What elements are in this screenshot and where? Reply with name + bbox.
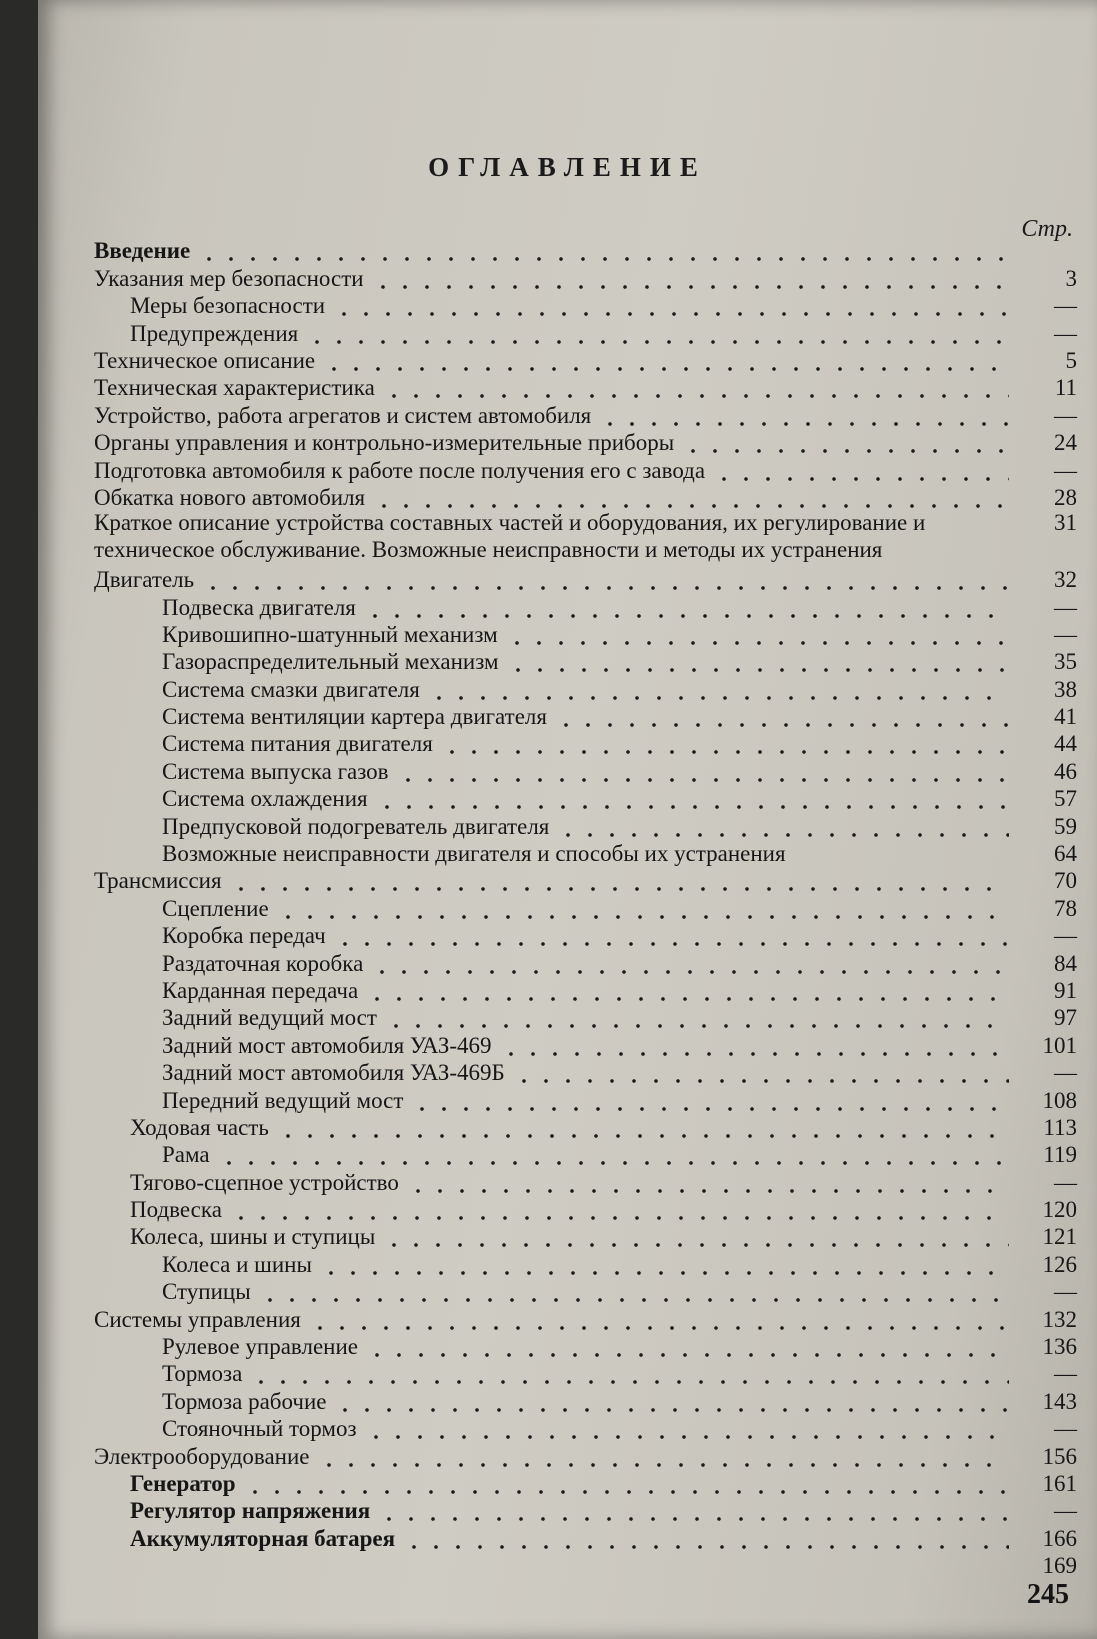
- toc-entry: [38, 673, 1097, 700]
- toc-entry-page: 3: [1065, 265, 1077, 291]
- toc-entry: [38, 728, 1097, 755]
- toc-entry-title: Система охлаждения: [162, 786, 368, 812]
- toc-entry: [38, 810, 1097, 837]
- toc-entry-page: —: [1054, 293, 1077, 319]
- toc-entry-title: Подготовка автомобиля к работе после получения его с завода: [94, 457, 706, 483]
- toc-entry-title: Подвеска двигателя: [162, 594, 356, 620]
- dot-leader: [403, 1544, 1009, 1550]
- toc-entry-title: Система питания двигателя: [162, 731, 433, 757]
- toc-entry-page: —: [1054, 320, 1077, 346]
- dot-leader: [385, 1023, 1009, 1029]
- toc-entry: [38, 838, 1097, 865]
- toc-entry-page: 28: [1054, 484, 1077, 510]
- toc-entry-title: Тягово-сцепное устройство: [130, 1169, 399, 1195]
- toc-entry-page: 70: [1054, 868, 1077, 894]
- toc-entry-page: —: [1054, 402, 1077, 428]
- dot-leader: [599, 421, 1009, 427]
- toc-entry-title: Система вентиляции картера двигателя: [162, 704, 547, 730]
- toc-entry: [38, 1166, 1097, 1193]
- toc-entry: [38, 755, 1097, 782]
- toc-entry-page: 78: [1054, 895, 1077, 921]
- toc-entry-title: Электрооборудование: [94, 1443, 310, 1469]
- toc-entry: [38, 1522, 1097, 1549]
- toc-entry-page: —: [1054, 1060, 1077, 1086]
- dot-leader: [230, 1215, 1009, 1221]
- toc-entry-page: 35: [1054, 649, 1077, 675]
- page-column-label: Стр.: [1021, 216, 1073, 242]
- toc-entry-title: Тормоза: [162, 1361, 243, 1387]
- toc-entry-title: Ступицы: [162, 1279, 251, 1305]
- toc-entry: [38, 701, 1097, 728]
- toc-entry: [38, 920, 1097, 947]
- toc-entry-page: 108: [1042, 1087, 1077, 1113]
- toc-entry: [38, 1358, 1097, 1385]
- dot-leader: [366, 996, 1009, 1002]
- toc-entry-title: Сцепление: [162, 895, 269, 921]
- dot-leader: [323, 366, 1009, 372]
- dot-leader: [411, 1106, 1009, 1112]
- dot-leader: [713, 476, 1009, 482]
- toc-entry-title: Задний ведущий мост: [162, 1005, 377, 1031]
- toc-entry-page: 46: [1054, 758, 1077, 784]
- toc-entry-page: 101: [1042, 1032, 1077, 1058]
- dot-leader: [383, 393, 1009, 399]
- toc-entry: [38, 509, 1097, 564]
- toc-entry-page: —: [1054, 457, 1077, 483]
- toc-entry-title: Кривошипно-шатунный механизм: [162, 621, 498, 647]
- toc-entry-title: Введение: [94, 238, 191, 264]
- toc-entry: [38, 564, 1097, 591]
- dot-leader: [259, 1297, 1009, 1303]
- table-of-contents: [38, 235, 1097, 1577]
- toc-entry-title: Стояночный тормоз: [162, 1416, 357, 1442]
- toc-entry-page: 84: [1054, 950, 1077, 976]
- dot-leader: [334, 941, 1009, 947]
- dot-leader: [364, 613, 1009, 619]
- dot-leader: [555, 722, 1009, 728]
- dot-leader: [682, 448, 1009, 454]
- toc-entry-page: —: [1054, 1169, 1077, 1195]
- toc-entry-page: 24: [1054, 430, 1077, 456]
- toc-entry: [38, 482, 1097, 509]
- dot-leader: [371, 969, 1009, 975]
- toc-entry-title: Двигатель: [94, 567, 195, 593]
- dot-leader: [557, 832, 1009, 838]
- toc-entry: [38, 646, 1097, 673]
- toc-entry: [38, 947, 1097, 974]
- toc-entry: [38, 399, 1097, 426]
- toc-entry: [38, 1057, 1097, 1084]
- dot-leader: [334, 1407, 1009, 1413]
- toc-entry: [38, 1084, 1097, 1111]
- toc-entry-page: 169: [1042, 1553, 1077, 1579]
- dot-leader: [366, 1352, 1009, 1358]
- toc-entry-page: —: [1054, 1361, 1077, 1387]
- page-title: ОГЛАВЛЕНИЕ: [428, 152, 707, 182]
- toc-entry-title: Колеса, шины и ступицы: [130, 1224, 376, 1250]
- dot-leader: [383, 1242, 1009, 1248]
- toc-entry-page: 120: [1042, 1197, 1077, 1223]
- toc-entry-title: Коробка передач: [162, 923, 326, 949]
- toc-entry: [38, 345, 1097, 372]
- dot-leader: [198, 256, 1009, 262]
- toc-entry-title: Система смазки двигателя: [162, 676, 420, 702]
- toc-entry-page: —: [1054, 1279, 1077, 1305]
- toc-entry-page: 113: [1043, 1114, 1077, 1140]
- toc-entry-title: Меры безопасности: [130, 293, 326, 319]
- toc-entry-page: —: [1054, 594, 1077, 620]
- toc-entry: [38, 1248, 1097, 1275]
- toc-entry-title: Техническое описание: [94, 347, 316, 373]
- dot-leader: [250, 1379, 1009, 1385]
- toc-entry-title: Краткое описание устройства составных частей и оборудования, их регулирование и техническое обслуживание. Возможные неисправности и методы их устранения: [94, 509, 926, 563]
- dot-leader: [507, 667, 1009, 673]
- dot-leader: [244, 1489, 1009, 1495]
- toc-entry-title: Устройство, работа агрегатов и систем автомобиля: [94, 402, 592, 428]
- toc-entry-page: —: [1054, 1498, 1077, 1524]
- toc-entry-title: Задний мост автомобиля УАЗ-469Б: [162, 1060, 505, 1086]
- toc-entry-title: Раздаточная коробка: [162, 950, 364, 976]
- toc-entry-title: Регулятор напряжения: [130, 1498, 371, 1524]
- toc-entry-page: 41: [1054, 704, 1077, 730]
- toc-entry-page: —: [1054, 923, 1077, 949]
- toc-entry-title: Ходовая часть: [130, 1114, 269, 1140]
- toc-entry-page: 132: [1042, 1306, 1077, 1332]
- dot-leader: [407, 1188, 1009, 1194]
- dot-leader: [320, 1270, 1009, 1276]
- toc-entry-page: 31: [1054, 509, 1077, 535]
- toc-entry: [38, 262, 1097, 289]
- toc-entry: [38, 1331, 1097, 1358]
- toc-entry-title: Органы управления и контрольно-измерительные приборы: [94, 430, 675, 456]
- dot-leader: [318, 1462, 1009, 1468]
- toc-entry-page: 119: [1043, 1142, 1077, 1168]
- toc-entry: [38, 865, 1097, 892]
- toc-entry-page: 136: [1042, 1334, 1077, 1360]
- toc-entry: [38, 1303, 1097, 1330]
- toc-entry-page: 166: [1042, 1525, 1077, 1551]
- dot-leader: [309, 1325, 1009, 1331]
- toc-entry-title: Системы управления: [94, 1306, 301, 1332]
- toc-entry: [38, 619, 1097, 646]
- toc-entry-title: Тормоза рабочие: [162, 1388, 327, 1414]
- dot-leader: [500, 1051, 1009, 1057]
- toc-entry-page: —: [1054, 621, 1077, 647]
- toc-entry-page: 44: [1054, 731, 1077, 757]
- toc-entry-page: 5: [1065, 347, 1077, 373]
- dot-leader: [333, 311, 1009, 317]
- dot-leader: [306, 339, 1009, 345]
- toc-entry-page: 91: [1054, 977, 1077, 1003]
- toc-entry-page: 32: [1054, 567, 1077, 593]
- book-page: [38, 0, 1097, 1639]
- toc-entry-title: Передний ведущий мост: [162, 1087, 404, 1113]
- toc-entry-title: Аккумуляторная батарея: [130, 1525, 396, 1551]
- dot-leader: [428, 695, 1009, 701]
- toc-entry: [38, 235, 1097, 262]
- toc-entry-title: Подвеска: [130, 1197, 222, 1223]
- dot-leader: [441, 749, 1009, 755]
- toc-entry: [38, 372, 1097, 399]
- dot-leader: [506, 640, 1009, 646]
- toc-entry: [38, 1139, 1097, 1166]
- toc-entry: [38, 1112, 1097, 1139]
- toc-entry-title: Рама: [162, 1142, 210, 1168]
- dot-leader: [513, 1078, 1009, 1084]
- toc-entry: [38, 454, 1097, 481]
- dot-leader: [277, 914, 1009, 920]
- dot-leader: [277, 1133, 1009, 1139]
- dot-leader: [376, 804, 1009, 810]
- toc-entry-title: Возможные неисправности двигателя и способы их устранения: [162, 841, 786, 867]
- toc-entry-title: Газораспределительный механизм: [162, 649, 499, 675]
- toc-entry: [38, 1385, 1097, 1412]
- toc-entry-title: Генератор: [130, 1471, 236, 1496]
- toc-entry-title: Обкатка нового автомобиля: [94, 484, 366, 510]
- toc-entry-title: Система выпуска газов: [162, 758, 389, 784]
- toc-entry: [38, 783, 1097, 810]
- toc-entry: [38, 591, 1097, 618]
- toc-entry-title: Карданная передача: [162, 977, 359, 1003]
- toc-entry-title: Техническая характеристика: [94, 375, 375, 401]
- toc-entry-page: 156: [1042, 1443, 1077, 1469]
- toc-entry: [38, 1440, 1097, 1467]
- dot-leader: [365, 1434, 1009, 1440]
- dot-leader: [378, 1516, 1009, 1522]
- toc-entry-page: 143: [1042, 1388, 1077, 1414]
- toc-entry-page: 59: [1054, 813, 1077, 839]
- toc-entry-title: Колеса и шины: [162, 1251, 312, 1277]
- toc-entry-title: Рулевое управление: [162, 1334, 358, 1360]
- toc-entry-page: 64: [1054, 841, 1077, 867]
- toc-entry: [38, 975, 1097, 1002]
- dot-leader: [397, 777, 1009, 783]
- toc-entry-page: 161: [1042, 1471, 1077, 1496]
- toc-entry-page: 11: [1054, 375, 1077, 401]
- toc-entry-title: Указания мер безопасности: [94, 265, 364, 291]
- toc-entry-page: 121: [1042, 1224, 1077, 1250]
- toc-entry-title: Задний мост автомобиля УАЗ-469: [162, 1032, 492, 1058]
- toc-entry: [38, 1550, 1097, 1577]
- toc-entry: [38, 1413, 1097, 1440]
- toc-entry-page: 57: [1054, 786, 1077, 812]
- toc-entry: [38, 1468, 1097, 1495]
- dot-leader: [230, 886, 1009, 892]
- toc-entry: [38, 1495, 1097, 1522]
- page-number: 245: [1027, 1579, 1069, 1610]
- toc-entry: [38, 290, 1097, 317]
- toc-entry: [38, 427, 1097, 454]
- toc-entry: [38, 1002, 1097, 1029]
- toc-entry-title: Предупреждения: [130, 320, 299, 346]
- dot-leader: [218, 1160, 1009, 1166]
- dot-leader: [372, 284, 1009, 290]
- toc-entry-page: —: [1054, 1416, 1077, 1442]
- toc-entry: [38, 1221, 1097, 1248]
- toc-entry-page: 38: [1054, 676, 1077, 702]
- toc-entry: [38, 1194, 1097, 1221]
- toc-entry-title: Предпусковой подогреватель двигателя: [162, 813, 550, 839]
- toc-entry: [38, 892, 1097, 919]
- toc-entry: [38, 317, 1097, 344]
- toc-entry-page: 97: [1054, 1005, 1077, 1031]
- toc-entry-page: 126: [1042, 1251, 1077, 1277]
- toc-entry-title: Трансмиссия: [94, 868, 222, 894]
- dot-leader: [202, 585, 1009, 591]
- toc-entry: [38, 1029, 1097, 1056]
- toc-entry: [38, 1276, 1097, 1303]
